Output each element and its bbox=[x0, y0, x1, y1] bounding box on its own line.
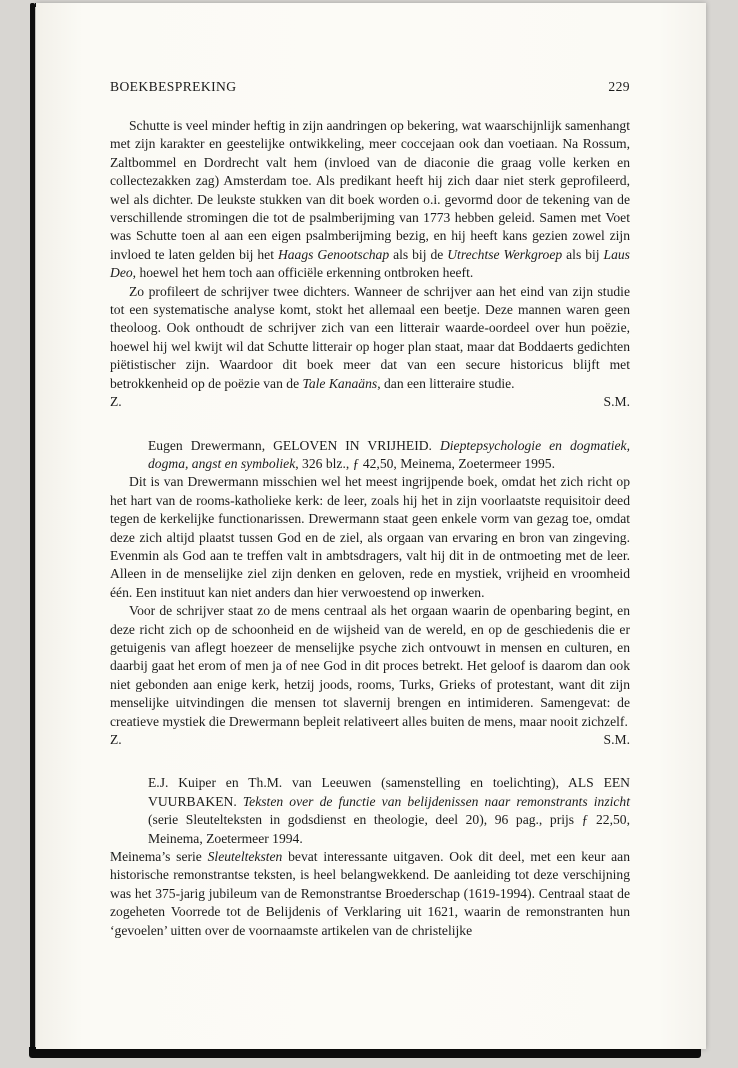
italic-text-run: Teksten over de functie van belijdenissen naar remonstrants inzicht bbox=[242, 793, 630, 809]
text-run: Eugen Drewermann, GELOVEN IN VRIJHEID. bbox=[148, 437, 440, 453]
book-page bbox=[36, 3, 706, 1049]
text-run: als bij bbox=[562, 246, 604, 262]
text-run: Zo profileert de schrijver twee dichters. Wanneer de schrijver aan het eind van zijn studie tot een systematische analyse komt, stokt het allemaal een beetje. Deze mannen waren geen theoloog. Ook onthoudt de schrijver zich van een litterair waarde-oordeel over hun poëzie, hoewel hij wel kwijt wil dat Schutte litterair op hoger plan staat, maar dat Boddaerts gedichten piëtistischer zijn. Waardoor dit boek meer dat van een secure historicus blijft met betrokkenheid op de poëzie van de bbox=[110, 283, 630, 391]
running-header bbox=[110, 79, 630, 95]
sig-initial-right: S.M. bbox=[603, 394, 630, 410]
running-head-title: BOEKBESPREKING bbox=[110, 79, 237, 94]
text-run: (serie Sleutelteksten in godsdienst en theologie, deel 20), 96 pag., prijs ƒ 22,50, Meinema, Zoetermeer 1994. bbox=[148, 812, 630, 846]
italic-text-run: Tale Kanaäns bbox=[302, 375, 378, 391]
italic-text-run: Utrechtse Werkgroep bbox=[447, 246, 563, 262]
sig-initial-left: Z. bbox=[110, 394, 122, 410]
review-paragraph bbox=[110, 602, 630, 731]
book-citation bbox=[148, 774, 630, 848]
text-run: bevat interessante uitgaven. Ook dit deel, met een keur aan historische remonstrantse teksten, is heel belangwekkend. De aanleiding tot deze verschijning was het 375-jarig jubileum van de Remonstrantse Broederschap (1619-1994). Centraal staat de zogeheten Voorrede tot de Belijdenis of Verklaring uit 1621, waarin de remonstranten hun ‘gevoelen’ uitten over de voornaamste artikelen van de christelijke bbox=[110, 849, 630, 938]
reviewer-signature-row bbox=[110, 393, 630, 411]
italic-text-run: Dieptepsychologie en dogmatiek, dogma, angst en symboliek bbox=[148, 437, 630, 471]
text-run: als bij de bbox=[389, 246, 448, 262]
page-content bbox=[36, 3, 706, 940]
text-run: E.J. Kuiper en Th.M. van Leeuwen (samenstelling en toelichting), ALS EEN VUURBAKEN. bbox=[148, 775, 630, 809]
text-run: , dan een litteraire studie. bbox=[377, 375, 515, 391]
italic-text-run: Haags Genootschap bbox=[277, 246, 390, 262]
reviewer-signature-row bbox=[110, 731, 630, 749]
text-run: Dit is van Drewermann misschien wel het meest ingrijpende boek, omdat het zich richt op het hart van de rooms-katholieke kerk: de leer, zoals hij het in zijn voorlaatste requisitoir deed tegen de kerkelijke functionarissen. Drewermann staat geen enkele vorm van gezag toe, omdat deze zich altijd plaatst tussen God en de ziel, als orgaan van ervaring en bron van zingeving. Evenmin als God aan te treffen valt in ambtsdragers, valt hij dit in de ontmoeting met de leer. Alleen in de menselijke ziel zijn denken en geloven, rede en mystiek, vrijheid en vroomheid één. Een instituut kan niet anders dan hier verwoestend op inwerken. bbox=[110, 474, 630, 600]
sig-initial-left: Z. bbox=[110, 732, 122, 747]
page-number: 229 bbox=[608, 79, 630, 94]
text-run: Meinema’s serie bbox=[110, 849, 208, 865]
italic-text-run: Sleutelteksten bbox=[207, 849, 283, 865]
text-run: , 326 blz., ƒ 42,50, Meinema, Zoetermeer 1995. bbox=[295, 455, 555, 471]
book-citation bbox=[148, 437, 630, 474]
review-paragraph bbox=[110, 283, 630, 393]
text-run: Voor de schrijver staat zo de mens centraal als het orgaan waarin de openbaring begint, en deze richt zich op de schoonheid en de wijsheid van de wereld, en op de geschiedenis die er getuigenis van aflegt hoezeer de menselijke psyche zich ontvouwt in mensen en culturen, en daarbij gaat het erom of men ja of nee God in dit proces betrekt. Het geloof is daarom dan ook niet gebonden aan enige kerk, hetzij joods, rooms, Turks, Grieks of protestant, want dit zijn menselijke uitvindingen die mensen tot slavernij brengen en intimideren. Samengevat: de creatieve mystiek die Drewermann bepleit relativeert alles buiten de mens, maar nooit zichzelf. bbox=[110, 603, 630, 729]
scan-edge-left bbox=[30, 3, 35, 1049]
italic-text-run: Laus Deo bbox=[110, 246, 630, 281]
review-paragraph bbox=[110, 473, 630, 602]
sig-initial-right: S.M. bbox=[603, 732, 630, 747]
text-run: Schutte is veel minder heftig in zijn aandringen op bekering, wat waarschijnlijk samenhangt met zijn karakter en geestelijke ontwikkeling, meer coccejaan ook dan voetiaan. Na Rossum, Zaltbommel en Dordrecht valt hem (invloed van de diaconie die graag volle kerken en collectezakken zag) Amsterdam toe. Als predikant heeft hij zich daar niet sterk geprofileerd, wel als dichter. De leukste stukken van dit boek worden o.i. gevormd door de tekening van de verschillende stromingen die tot de psalmberijming van 1773 hebben geleid. Samen met Voet was Schutte toen al aan een eigen psalmberijming bezig, en hij heeft kans gezien zowel zijn invloed te laten gelden bij het bbox=[110, 118, 630, 262]
review-paragraph bbox=[110, 117, 630, 283]
review-paragraph bbox=[110, 848, 630, 940]
article-body bbox=[110, 117, 630, 940]
text-run: , hoewel het hem toch aan officiële erkenning ontbroken heeft. bbox=[132, 265, 474, 281]
